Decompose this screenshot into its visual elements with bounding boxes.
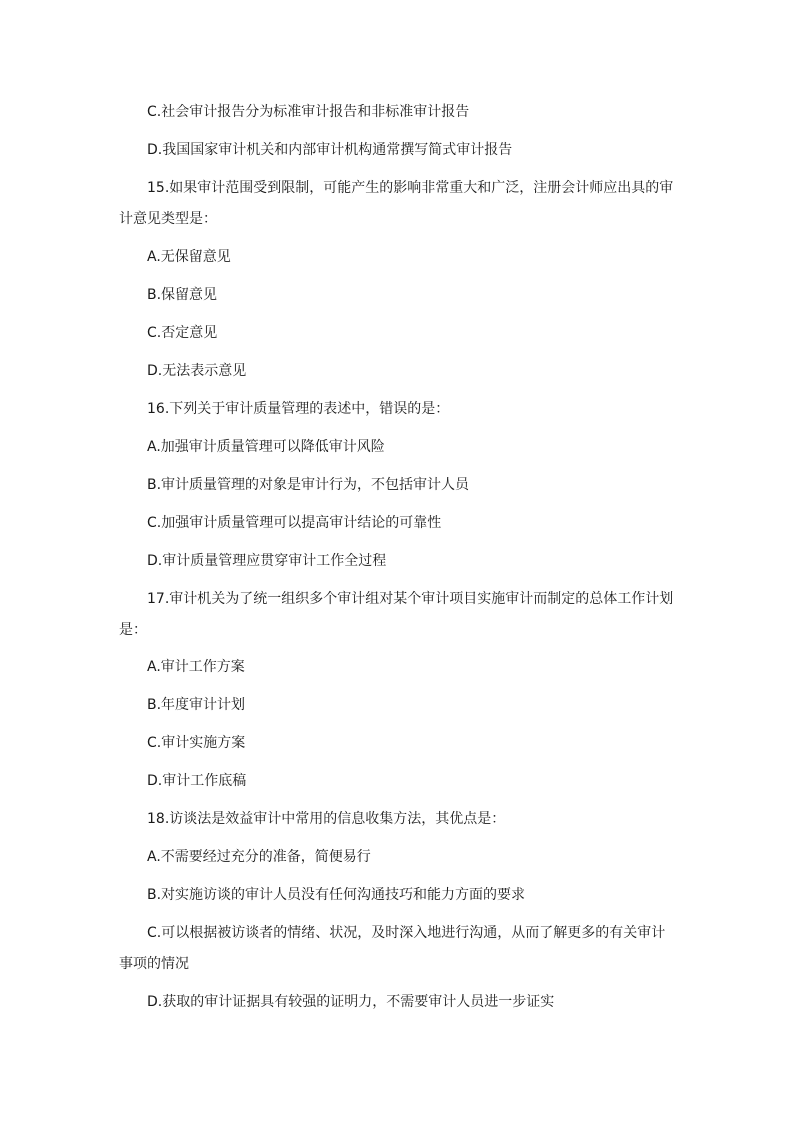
question-16-option-a: A.加强审计质量管理可以降低审计风险 [147, 439, 385, 455]
question-15-text: 15.如果审计范围受到限制，可能产生的影响非常重大和广泛，注册会计师应出具的审 [147, 180, 674, 196]
question-15-text-cont: 计意见类型是： [119, 211, 217, 227]
option-text: C.社会审计报告分为标准审计报告和非标准审计报告 [147, 104, 470, 120]
question-16-text: 16.下列关于审计质量管理的表述中，错误的是： [147, 401, 450, 417]
question-18-option-a: A.不需要经过充分的准备，简便易行 [147, 849, 371, 865]
question-15-option-a: A.无保留意见 [147, 249, 231, 265]
question-15-option-b: B.保留意见 [147, 287, 218, 303]
question-16-option-c: C.加强审计质量管理可以提高审计结论的可靠性 [147, 515, 442, 531]
question-17-option-a: A.审计工作方案 [147, 659, 245, 675]
question-15-option-d: D.无法表示意见 [147, 363, 247, 379]
question-16-option-b: B.审计质量管理的对象是审计行为，不包括审计人员 [147, 477, 470, 493]
question-17-text: 17.审计机关为了统一组织多个审计组对某个审计项目实施审计而制定的总体工作计划 [147, 591, 674, 607]
question-15-option-c: C.否定意见 [147, 325, 218, 341]
question-17-option-c: C.审计实施方案 [147, 735, 246, 751]
question-18-option-c: C.可以根据被访谈者的情绪、状况，及时深入地进行沟通，从而了解更多的有关审计 [147, 925, 666, 941]
question-18-option-b: B.对实施访谈的审计人员没有任何沟通技巧和能力方面的要求 [147, 887, 526, 903]
question-18-option-c-cont: 事项的情况 [119, 956, 189, 972]
question-17-text-cont: 是： [119, 622, 147, 638]
question-17-option-d: D.审计工作底稿 [147, 773, 247, 789]
question-18-text: 18.访谈法是效益审计中常用的信息收集方法，其优点是： [147, 811, 506, 827]
question-16-option-d: D.审计质量管理应贯穿审计工作全过程 [147, 553, 387, 569]
question-18-option-d: D.获取的审计证据具有较强的证明力，不需要审计人员进一步证实 [147, 994, 555, 1010]
option-text: D.我国国家审计机关和内部审计机构通常撰写简式审计报告 [147, 142, 513, 158]
question-17-option-b: B.年度审计计划 [147, 697, 246, 713]
